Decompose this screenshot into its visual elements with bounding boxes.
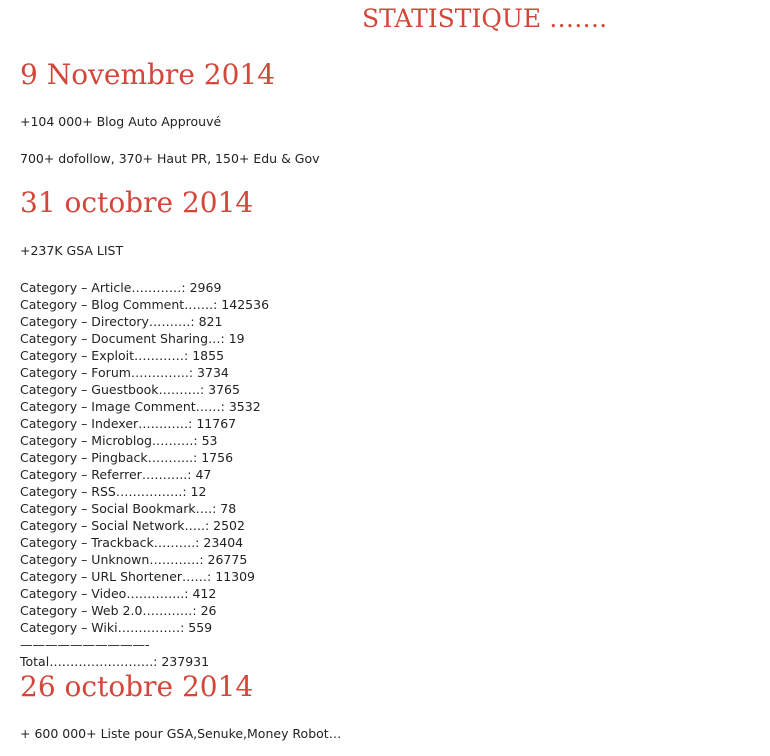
category-item: Category – Directory……….: 821 xyxy=(20,314,223,329)
stat-line: + 600 000+ Liste pour GSA,Senuke,Money Robot… xyxy=(20,726,342,741)
category-item: Category – Document Sharing…: 19 xyxy=(20,331,245,346)
total-line: Total…………………….: 237931 xyxy=(20,654,210,669)
category-item: Category – URL Shortener……: 11309 xyxy=(20,569,256,584)
category-item: Category – Forum…………..: 3734 xyxy=(20,365,229,380)
category-item: Category – Wiki……………: 559 xyxy=(20,620,213,635)
category-item: Category – Guestbook……….: 3765 xyxy=(20,382,240,397)
category-item: Category – Video…………..: 412 xyxy=(20,586,217,601)
category-item: Category – Image Comment……: 3532 xyxy=(20,399,261,414)
stat-line: 700+ dofollow, 370+ Haut PR, 150+ Edu & Gov xyxy=(20,151,320,166)
category-item: Category – Unknown…………: 26775 xyxy=(20,552,248,567)
category-item: Category – Blog Comment…….: 142536 xyxy=(20,297,270,312)
category-item: Category – Microblog……….: 53 xyxy=(20,433,218,448)
stat-line: +237K GSA LIST xyxy=(20,243,124,258)
page-title: STATISTIQUE ……. xyxy=(362,4,608,33)
category-item: Category – Referrer………..: 47 xyxy=(20,467,212,482)
section-date-nov-9: 9 Novembre 2014 xyxy=(20,58,276,91)
category-item: Category – Trackback……….: 23404 xyxy=(20,535,244,550)
category-list xyxy=(20,279,269,670)
category-item: Category – RSS…………….: 12 xyxy=(20,484,207,499)
category-item: Category – Social Network…..: 2502 xyxy=(20,518,245,533)
stat-line: +104 000+ Blog Auto Approuvé xyxy=(20,114,222,129)
category-item: Category – Pingback………..: 1756 xyxy=(20,450,234,465)
category-item: Category – Social Bookmark….: 78 xyxy=(20,501,237,516)
category-item: Category – Article…………: 2969 xyxy=(20,280,222,295)
category-item: Category – Indexer…………: 11767 xyxy=(20,416,237,431)
section-date-oct-26: 26 octobre 2014 xyxy=(20,670,254,703)
category-item: Category – Web 2.0…………: 26 xyxy=(20,603,217,618)
category-item: Category – Exploit…………: 1855 xyxy=(20,348,225,363)
section-date-oct-31: 31 octobre 2014 xyxy=(20,186,254,219)
separator-line: ——————————- xyxy=(20,637,150,652)
